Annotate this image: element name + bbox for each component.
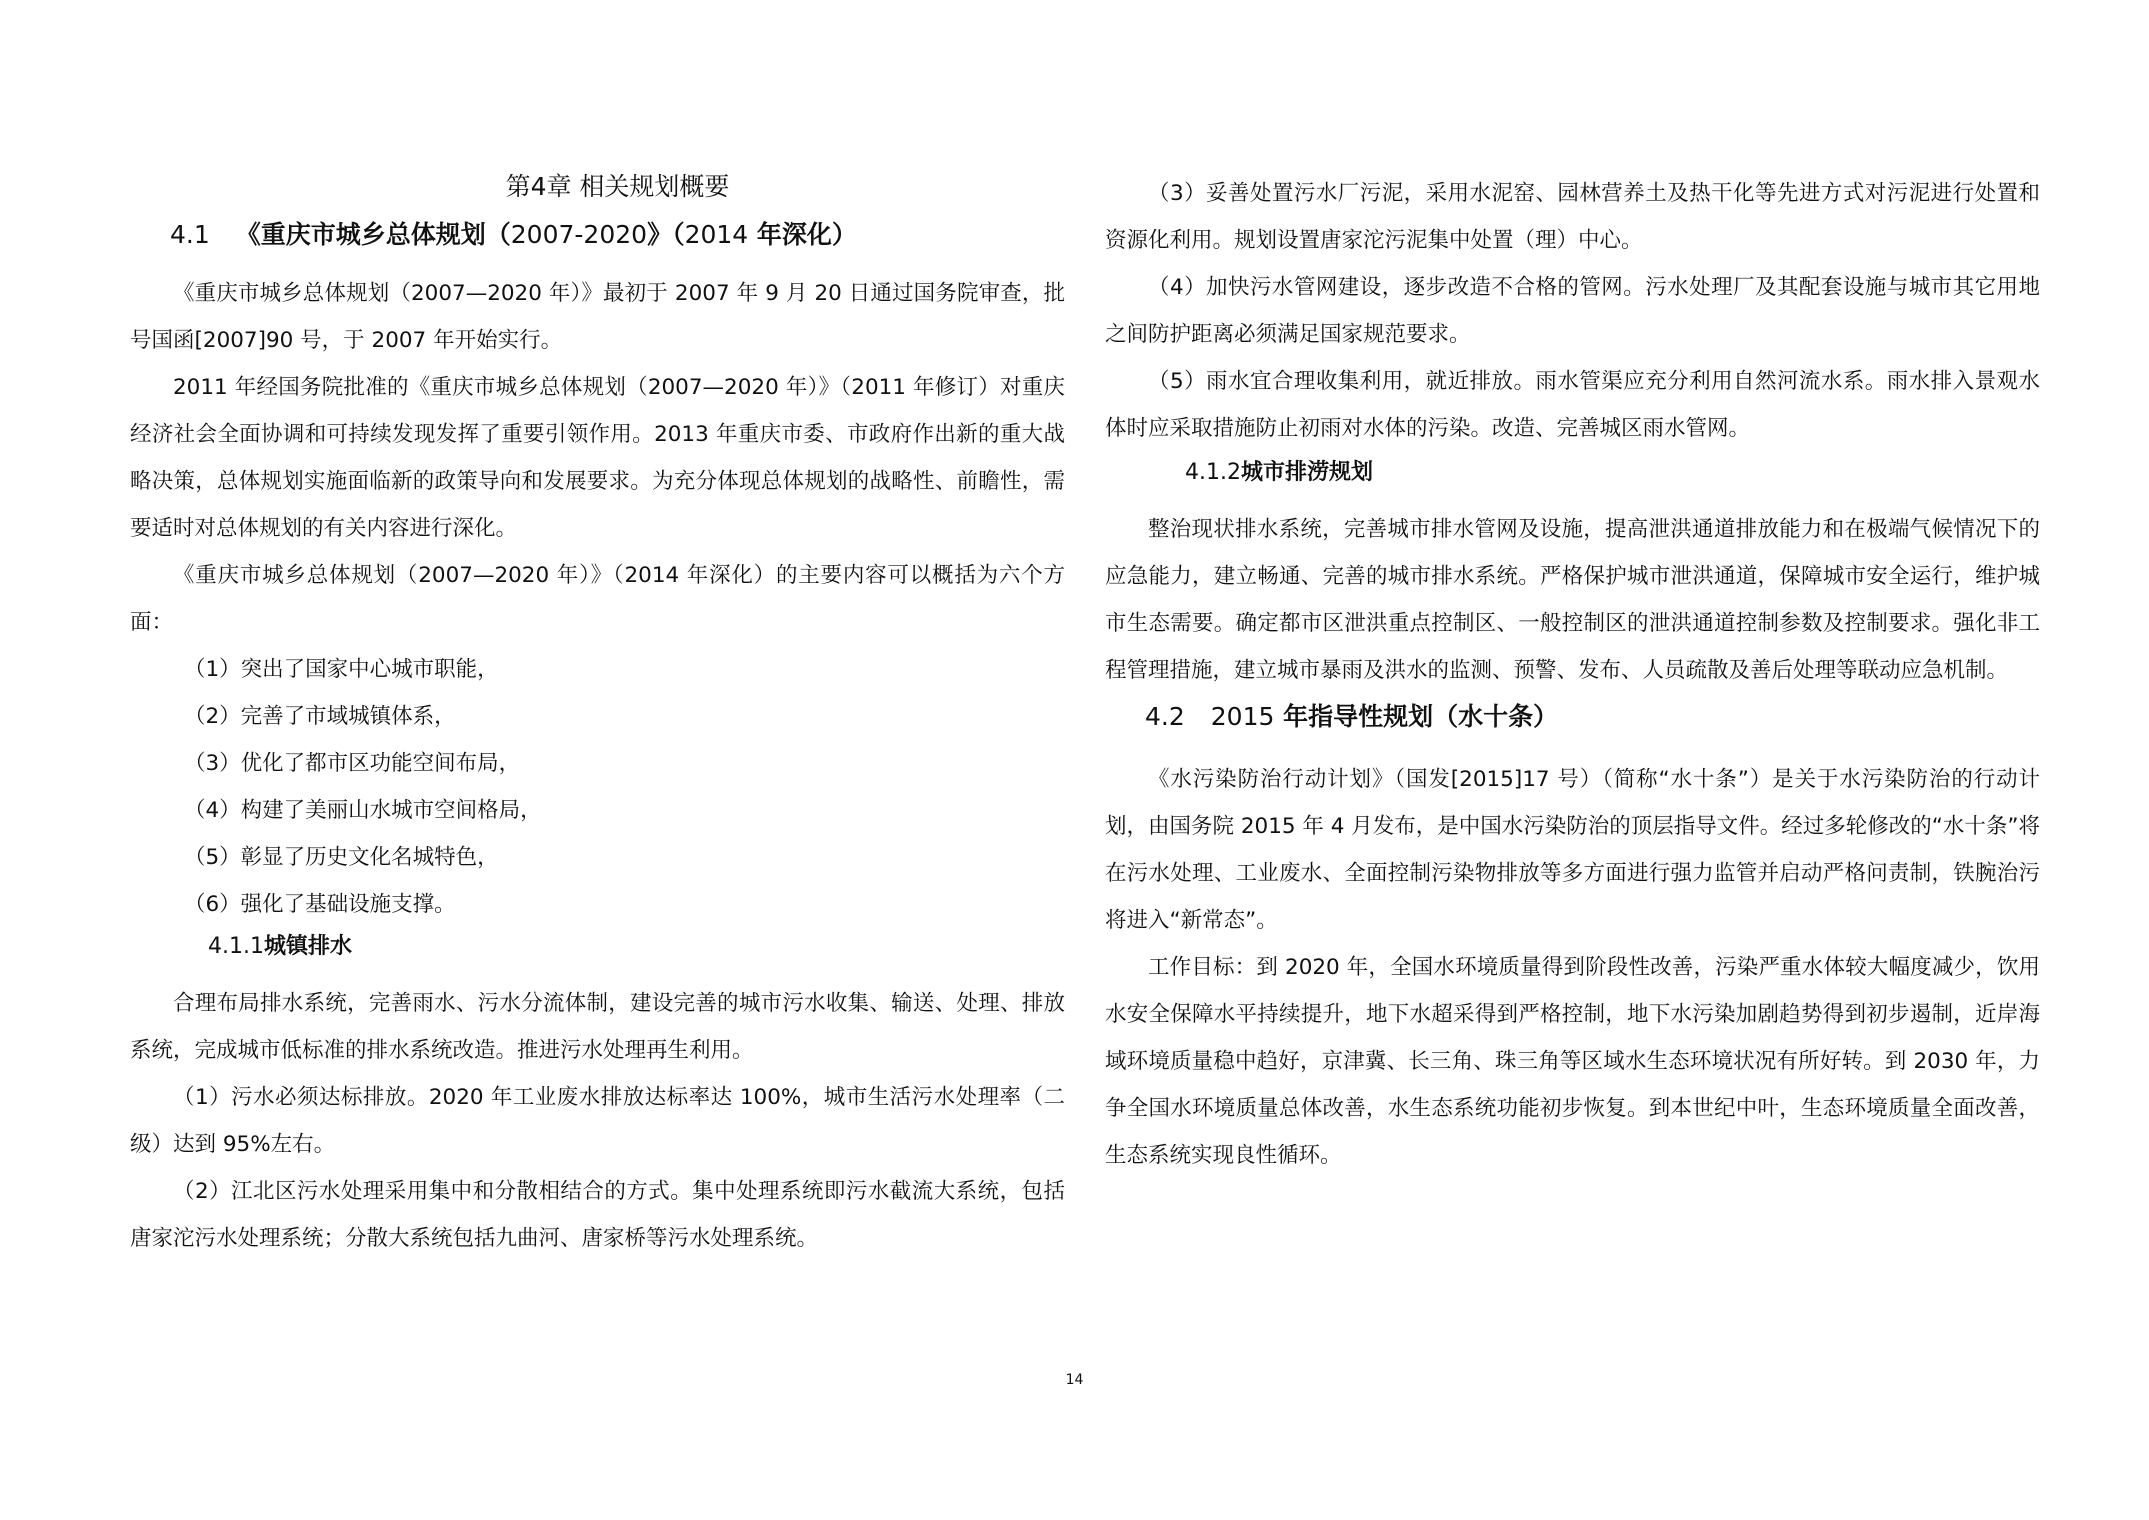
- section-4-2-heading: [1105, 702, 2040, 752]
- list-item: （1）突出了国家中心城市职能，: [184, 657, 499, 682]
- section-title-part: 《重庆市城乡总体规划（: [235, 220, 511, 249]
- list-item: （5）彰显了历史文化名城特色，: [184, 845, 499, 870]
- list-item: （6）强化了基础设施支撑。: [184, 892, 456, 917]
- paragraph: （3）妥善处置污水厂污泥，采用水泥窑、园林营养土及热干化等先进方式对污泥进行处置和资源化利用。规划设置唐家沱污泥集中处置（理）中心。: [1105, 181, 2040, 253]
- paragraph: 《重庆市城乡总体规划（2007—2020 年）》（2014 年深化）的主要内容可以概括为六个方面：: [130, 563, 1065, 635]
- section-number: 4.1: [170, 220, 210, 249]
- page-number: 14: [1065, 1372, 1084, 1388]
- paragraph: 合理布局排水系统，完善雨水、污水分流体制，建设完善的城市污水收集、输送、处理、排放系统，完成城市低标准的排水系统改造。推进污水处理再生利用。: [130, 991, 1065, 1063]
- list-item: （4）构建了美丽山水城市空间格局，: [184, 798, 542, 823]
- paragraph: 《重庆市城乡总体规划（2007—2020 年）》最初于 2007 年 9 月 20 日通过国务院审查，批号国函[2007]90 号，于 2007 年开始实行。: [130, 281, 1065, 353]
- section-4-1-heading: [130, 220, 1065, 270]
- section-number: 4.1.2: [1185, 460, 1241, 485]
- section-title-part: 年深化）: [748, 220, 857, 249]
- paragraph: 整治现状排水系统，完善城市排水管网及设施，提高泄洪通道排放能力和在极端气候情况下的应急能力，建立畅通、完善的城市排水系统。严格保护城市泄洪通道，保障城市安全运行，维护城市生态需要。确定都市区泄洪重点控制区、一般控制区的泄洪通道控制参数及控制要求。强化非工程管理措施，建立城市暴雨及洪水的监测、预警、发布、人员疏散及善后处理等联动应急机制。: [1105, 517, 2040, 683]
- list-item: （3）优化了都市区功能空间布局，: [184, 751, 521, 776]
- section-number: 4.2: [1145, 702, 1185, 731]
- paragraph: （5）雨水宜合理收集利用，就近排放。雨水管渠应充分利用自然河流水系。雨水排入景观水体时应采取措施防止初雨对水体的污染。改造、完善城区雨水管网。: [1105, 369, 2040, 441]
- section-number: 4.1.1: [208, 934, 264, 959]
- paragraph: 2011 年经国务院批准的《重庆市城乡总体规划（2007—2020 年）》（2011 年修订）对重庆经济社会全面协调和可持续发现发挥了重要引领作用。2013 年重庆市委、市政府作出新的重大战略决策，总体规划实施面临新的政策导向和发展要求。为充分体现总体规划的战略性、前瞻性，需要适时对总体规划的有关内容进行深化。: [130, 375, 1065, 541]
- section-title-part: 》（: [647, 220, 685, 249]
- left-column: [130, 172, 1065, 1262]
- paragraph: （4）加快污水管网建设，逐步改造不合格的管网。污水处理厂及其配套设施与城市其它用地之间防护距离必须满足国家规范要求。: [1105, 275, 2040, 347]
- section-title: 年指导性规划（水十条）: [1274, 702, 1559, 731]
- section-title-years: 2007-2020: [510, 220, 648, 249]
- paragraph: （1）污水必须达标排放。2020 年工业废水排放达标率达 100%，城市生活污水处理率（二级）达到 95%左右。: [130, 1085, 1065, 1157]
- paragraph: 《水污染防治行动计划》（国发[2015]17 号）（简称“水十条”）是关于水污染防治的行动计划，由国务院 2015 年 4 月发布，是中国水污染防治的顶层指导文件。经过多轮修改的“水十条”将在污水处理、工业废水、全面控制污染物排放等多方面进行强力监管并启动严格问责制，铁腕治污将进入“新常态”。: [1105, 767, 2041, 933]
- section-title: 城市排涝规划: [1240, 460, 1373, 485]
- section-4-1-1-heading: [130, 932, 1065, 980]
- list-item: （2）完善了市域城镇体系，: [184, 704, 456, 729]
- right-column: [1105, 170, 2040, 1179]
- chapter-title: 第4章 相关规划概要: [505, 172, 730, 201]
- section-4-1-2-heading: [1105, 458, 2040, 506]
- section-title-year: 2015: [1210, 702, 1275, 731]
- section-title-year: 2014: [684, 220, 749, 249]
- section-title: 城镇排水: [263, 934, 352, 959]
- paragraph: 工作目标：到 2020 年，全国水环境质量得到阶段性改善，污染严重水体较大幅度减少，饮用水安全保障水平持续提升，地下水超采得到严格控制，地下水污染加剧趋势得到初步遏制，近岸海域环境质量稳中趋好，京津冀、长三角、珠三角等区域水生态环境状况有所好转。到 2030 年，力争全国水环境质量总体改善，水生态系统功能初步恢复。到本世纪中叶，生态环境质量全面改善，生态系统实现良性循环。: [1105, 955, 2040, 1168]
- paragraph: （2）江北区污水处理采用集中和分散相结合的方式。集中处理系统即污水截流大系统，包括唐家沱污水处理系统；分散大系统包括九曲河、唐家桥等污水处理系统。: [130, 1179, 1065, 1251]
